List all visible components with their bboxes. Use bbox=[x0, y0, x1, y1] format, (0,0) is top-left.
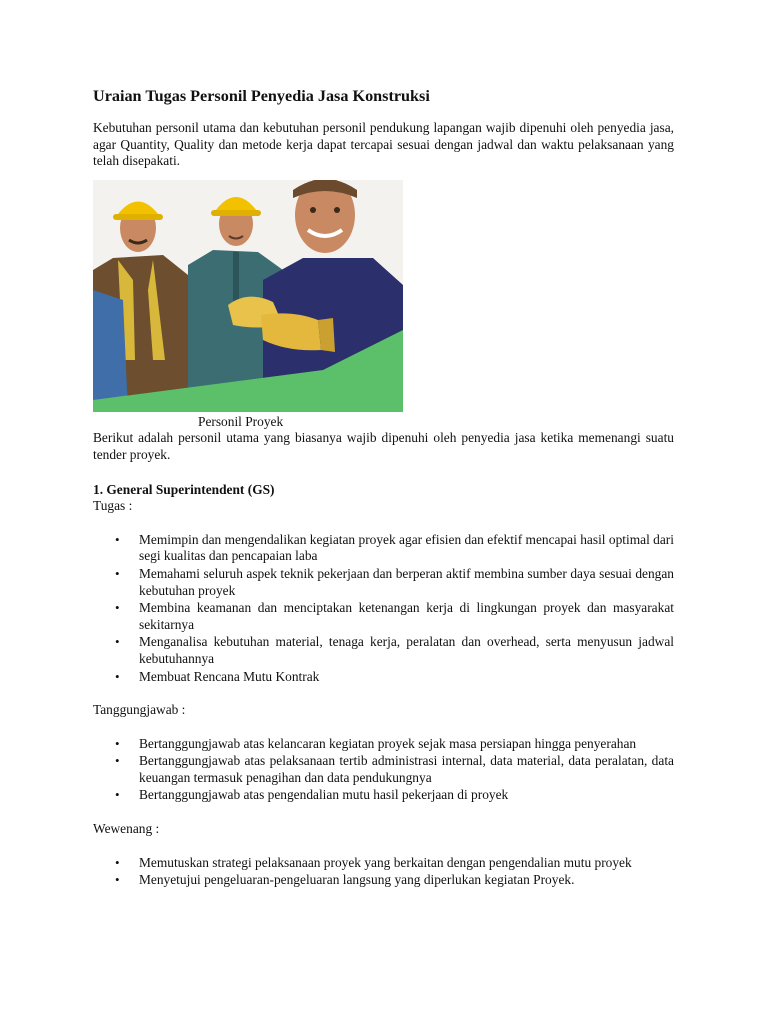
list-item: • Bertanggungjawab atas kelancaran kegiatan proyek sejak masa persiapan hingga penyerahan bbox=[115, 735, 637, 751]
list-item: • Membina keamanan dan menciptakan ketenangan kerja di lingkungan proyek dan masyarakat sekitarnya bbox=[115, 600, 674, 632]
tugas-list bbox=[93, 532, 674, 685]
document-title: Uraian Tugas Personil Penyedia Jasa Konstruksi bbox=[93, 87, 430, 105]
bullet-icon: • bbox=[115, 565, 120, 581]
bullet-icon: • bbox=[115, 787, 120, 803]
tanggungjawab-label: Tanggungjawab : bbox=[93, 702, 186, 718]
bullet-icon: • bbox=[115, 735, 120, 751]
document-page bbox=[93, 86, 674, 906]
wewenang-label: Wewenang : bbox=[93, 821, 160, 837]
bullet-icon: • bbox=[115, 668, 120, 684]
wewenang-list bbox=[93, 855, 674, 889]
workers-photo bbox=[93, 180, 403, 412]
bullet-icon: • bbox=[115, 634, 120, 650]
list-item: • Bertanggungjawab atas pelaksanaan tertib administrasi internal, data material, data peralatan, data keuangan termasuk penagihan dan data pendukungnya bbox=[115, 753, 674, 785]
intro-paragraph: Kebutuhan personil utama dan kebutuhan personil pendukung lapangan wajib dipenuhi oleh penyedia jasa, agar Quantity, Quality dan metode kerja dapat tercapai sesuai dengan jadwal dan waktu pelaksanaan yang telah disepakati. bbox=[93, 120, 674, 169]
list-item: • Memutuskan strategi pelaksanaan proyek yang berkaitan dengan pengendalian mutu proyek bbox=[115, 854, 632, 870]
list-item: • Menyetujui pengeluaran-pengeluaran langsung yang diperlukan kegiatan Proyek. bbox=[115, 872, 575, 888]
list-item: • Membuat Rencana Mutu Kontrak bbox=[115, 668, 320, 684]
workers-illustration bbox=[93, 180, 403, 412]
list-item: • Bertanggungjawab atas pengendalian mutu hasil pekerjaan di proyek bbox=[115, 787, 509, 803]
figure-caption: Personil Proyek bbox=[198, 413, 284, 429]
bullet-icon: • bbox=[115, 600, 120, 616]
list-item: • Memahami seluruh aspek teknik pekerjaan dan berperan aktif membina sumber daya sesuai dengan kebutuhan proyek bbox=[115, 565, 674, 598]
bullet-icon: • bbox=[115, 531, 120, 547]
tanggungjawab-list bbox=[93, 736, 674, 804]
list-item: • Menganalisa kebutuhan material, tenaga kerja, peralatan dan overhead, serta menyusun jadwal kebutuhannya bbox=[115, 634, 674, 666]
bullet-icon: • bbox=[115, 872, 120, 888]
bullet-icon: • bbox=[115, 854, 120, 870]
list-item: • Memimpin dan mengendalikan kegiatan proyek agar efisien dan efektif mencapai hasil optimal dari segi kualitas dan pencapaian laba bbox=[115, 531, 674, 564]
personnel-intro-paragraph: Berikut adalah personil utama yang biasanya wajib dipenuhi oleh penyedia jasa ketika memenangi suatu tender proyek. bbox=[93, 430, 674, 462]
bullet-icon: • bbox=[115, 753, 120, 769]
tugas-label: Tugas : bbox=[93, 498, 133, 514]
section-title-gs: 1. General Superintendent (GS) bbox=[93, 481, 275, 497]
